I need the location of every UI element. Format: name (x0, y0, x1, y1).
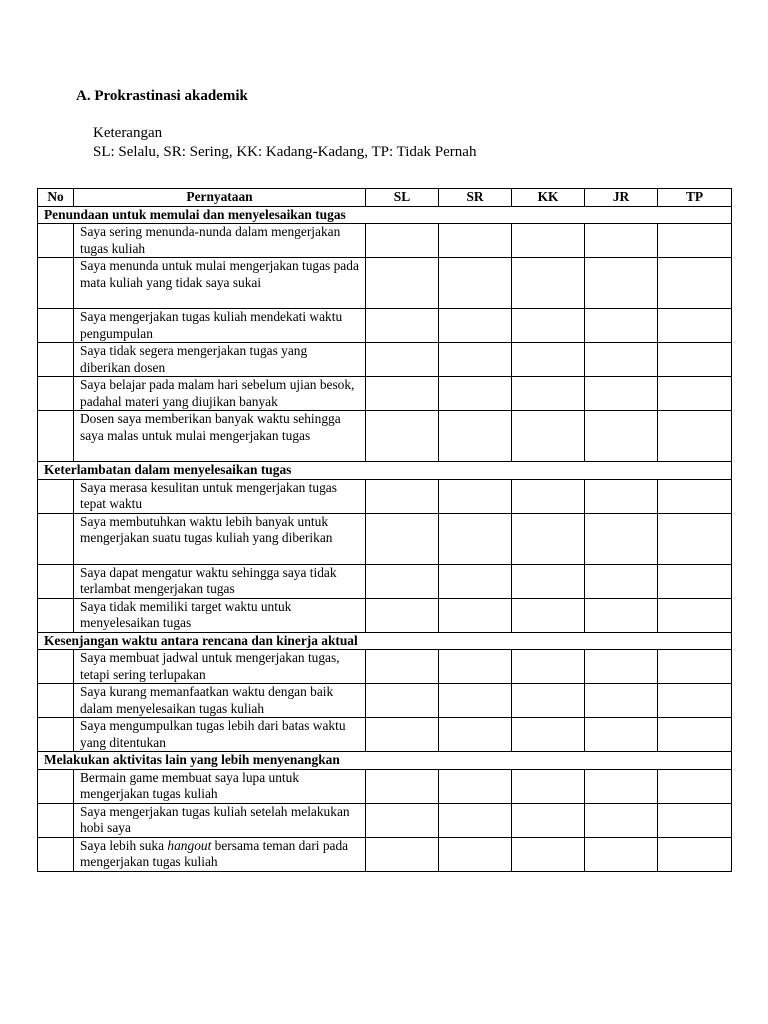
legend-text: SL: Selalu, SR: Sering, KK: Kadang-Kadang, TP: Tidak Pernah (93, 144, 477, 160)
statement-cell: Saya membuat jadwal untuk mengerjakan tugas, tetapi sering terlupakan (74, 650, 366, 684)
section-heading: A. Prokrastinasi akademik (76, 88, 248, 104)
answer-cell-sl[interactable] (366, 479, 439, 513)
answer-cell-sr[interactable] (439, 258, 512, 309)
answer-cell-kk[interactable] (512, 309, 585, 343)
answer-cell-tp[interactable] (658, 803, 732, 837)
answer-cell-jr[interactable] (585, 377, 658, 411)
table-row (38, 650, 732, 684)
section-title: Keterlambatan dalam menyelesaikan tugas (38, 462, 732, 480)
statement-cell: Bermain game membuat saya lupa untuk mengerjakan tugas kuliah (74, 769, 366, 803)
answer-cell-tp[interactable] (658, 513, 732, 564)
answer-cell-sr[interactable] (439, 718, 512, 752)
header-option-sr: SR (439, 189, 512, 207)
answer-cell-tp[interactable] (658, 769, 732, 803)
header-option-jr: JR (585, 189, 658, 207)
statement-cell: Saya menunda untuk mulai mengerjakan tugas pada mata kuliah yang tidak saya sukai (74, 258, 366, 309)
table-row (38, 718, 732, 752)
table-body (38, 206, 732, 871)
answer-cell-jr[interactable] (585, 650, 658, 684)
statement-cell: Saya tidak segera mengerjakan tugas yang diberikan dosen (74, 343, 366, 377)
table-row (38, 803, 732, 837)
answer-cell-sl[interactable] (366, 258, 439, 309)
statement-cell: Saya dapat mengatur waktu sehingga saya tidak terlambat mengerjakan tugas (74, 564, 366, 598)
answer-cell-tp[interactable] (658, 377, 732, 411)
answer-cell-sl[interactable] (366, 564, 439, 598)
answer-cell-kk[interactable] (512, 224, 585, 258)
answer-cell-sr[interactable] (439, 564, 512, 598)
section-row (38, 462, 732, 480)
answer-cell-kk[interactable] (512, 769, 585, 803)
answer-cell-sl[interactable] (366, 803, 439, 837)
answer-cell-jr[interactable] (585, 411, 658, 462)
answer-cell-kk[interactable] (512, 343, 585, 377)
table-row (38, 377, 732, 411)
answer-cell-jr[interactable] (585, 224, 658, 258)
table-row (38, 411, 732, 462)
table-row (38, 513, 732, 564)
answer-cell-sr[interactable] (439, 650, 512, 684)
table-row (38, 564, 732, 598)
answer-cell-sr[interactable] (439, 479, 512, 513)
statement-text: bersama teman dari pada mengerjakan tugas kuliah (80, 837, 349, 869)
answer-cell-sr[interactable] (439, 837, 512, 871)
answer-cell-kk[interactable] (512, 564, 585, 598)
row-number-cell (38, 769, 74, 803)
legend-block (93, 124, 476, 162)
answer-cell-sl[interactable] (366, 684, 439, 718)
answer-cell-jr[interactable] (585, 684, 658, 718)
row-number-cell (38, 650, 74, 684)
answer-cell-kk[interactable] (512, 377, 585, 411)
statement-cell: Saya mengerjakan tugas kuliah mendekati waktu pengumpulan (74, 309, 366, 343)
section-title: Kesenjangan waktu antara rencana dan kinerja aktual (38, 632, 732, 650)
answer-cell-sr[interactable] (439, 224, 512, 258)
answer-cell-sl[interactable] (366, 224, 439, 258)
answer-cell-sl[interactable] (366, 718, 439, 752)
statement-cell: Saya belajar pada malam hari sebelum ujian besok, padahal materi yang diujikan banyak (74, 377, 366, 411)
row-number-cell (38, 803, 74, 837)
answer-cell-jr[interactable] (585, 598, 658, 632)
answer-cell-tp[interactable] (658, 224, 732, 258)
answer-cell-jr[interactable] (585, 803, 658, 837)
answer-cell-kk[interactable] (512, 837, 585, 871)
answer-cell-tp[interactable] (658, 650, 732, 684)
answer-cell-sl[interactable] (366, 513, 439, 564)
header-option-kk: KK (512, 189, 585, 207)
header-statement: Pernyataan (74, 189, 366, 207)
row-number-cell (38, 718, 74, 752)
row-number-cell (38, 479, 74, 513)
header-row (38, 189, 732, 207)
legend-title: Keterangan (93, 125, 163, 141)
answer-cell-kk[interactable] (512, 718, 585, 752)
answer-cell-kk[interactable] (512, 803, 585, 837)
answer-cell-sl[interactable] (366, 377, 439, 411)
row-number-cell (38, 343, 74, 377)
statement-cell: Saya membutuhkan waktu lebih banyak untuk mengerjakan suatu tugas kuliah yang diberikan (74, 513, 366, 564)
answer-cell-kk[interactable] (512, 598, 585, 632)
answer-cell-tp[interactable] (658, 598, 732, 632)
table-row (38, 258, 732, 309)
statement-cell (74, 837, 366, 871)
row-number-cell (38, 684, 74, 718)
answer-cell-jr[interactable] (585, 837, 658, 871)
questionnaire-table (37, 188, 732, 872)
answer-cell-kk[interactable] (512, 684, 585, 718)
answer-cell-kk[interactable] (512, 650, 585, 684)
table-row (38, 837, 732, 871)
answer-cell-jr[interactable] (585, 479, 658, 513)
answer-cell-tp[interactable] (658, 343, 732, 377)
section-row (38, 632, 732, 650)
answer-cell-tp[interactable] (658, 564, 732, 598)
statement-cell: Saya mengerjakan tugas kuliah setelah melakukan hobi saya (74, 803, 366, 837)
row-number-cell (38, 224, 74, 258)
answer-cell-sl[interactable] (366, 650, 439, 684)
section-row (38, 206, 732, 224)
answer-cell-jr[interactable] (585, 769, 658, 803)
answer-cell-sl[interactable] (366, 837, 439, 871)
answer-cell-sl[interactable] (366, 769, 439, 803)
table-row (38, 769, 732, 803)
statement-cell: Saya sering menunda-nunda dalam mengerjakan tugas kuliah (74, 224, 366, 258)
section-title: Penundaan untuk memulai dan menyelesaikan tugas (38, 206, 732, 224)
answer-cell-sr[interactable] (439, 343, 512, 377)
statement-cell: Saya kurang memanfaatkan waktu dengan baik dalam menyelesaikan tugas kuliah (74, 684, 366, 718)
statement-cell: Saya mengumpulkan tugas lebih dari batas waktu yang ditentukan (74, 718, 366, 752)
header-option-sl: SL (366, 189, 439, 207)
statement-text: Saya lebih suka (80, 837, 168, 853)
table-row (38, 309, 732, 343)
answer-cell-sr[interactable] (439, 684, 512, 718)
answer-cell-tp[interactable] (658, 479, 732, 513)
answer-cell-kk[interactable] (512, 411, 585, 462)
table-row (38, 224, 732, 258)
table-row (38, 343, 732, 377)
answer-cell-sl[interactable] (366, 598, 439, 632)
answer-cell-sr[interactable] (439, 309, 512, 343)
answer-cell-sl[interactable] (366, 411, 439, 462)
answer-cell-jr[interactable] (585, 309, 658, 343)
answer-cell-kk[interactable] (512, 479, 585, 513)
answer-cell-jr[interactable] (585, 513, 658, 564)
table-row (38, 684, 732, 718)
row-number-cell (38, 513, 74, 564)
answer-cell-jr[interactable] (585, 718, 658, 752)
answer-cell-sr[interactable] (439, 769, 512, 803)
answer-cell-tp[interactable] (658, 684, 732, 718)
statement-cell: Saya tidak memiliki target waktu untuk menyelesaikan tugas (74, 598, 366, 632)
statement-emphasis: hangout (167, 837, 212, 853)
answer-cell-tp[interactable] (658, 411, 732, 462)
row-number-cell (38, 564, 74, 598)
answer-cell-sr[interactable] (439, 377, 512, 411)
answer-cell-jr[interactable] (585, 564, 658, 598)
answer-cell-tp[interactable] (658, 309, 732, 343)
answer-cell-sl[interactable] (366, 343, 439, 377)
table-row (38, 479, 732, 513)
row-number-cell (38, 598, 74, 632)
answer-cell-kk[interactable] (512, 513, 585, 564)
answer-cell-sr[interactable] (439, 803, 512, 837)
statement-cell: Saya merasa kesulitan untuk mengerjakan tugas tepat waktu (74, 479, 366, 513)
answer-cell-sr[interactable] (439, 513, 512, 564)
section-row (38, 752, 732, 770)
header-no: No (38, 189, 74, 207)
answer-cell-sr[interactable] (439, 411, 512, 462)
answer-cell-jr[interactable] (585, 343, 658, 377)
answer-cell-tp[interactable] (658, 718, 732, 752)
table-row (38, 598, 732, 632)
row-number-cell (38, 837, 74, 871)
answer-cell-jr[interactable] (585, 258, 658, 309)
answer-cell-sr[interactable] (439, 598, 512, 632)
row-number-cell (38, 309, 74, 343)
header-option-tp: TP (658, 189, 732, 207)
answer-cell-kk[interactable] (512, 258, 585, 309)
answer-cell-tp[interactable] (658, 837, 732, 871)
row-number-cell (38, 377, 74, 411)
row-number-cell (38, 258, 74, 309)
section-title: Melakukan aktivitas lain yang lebih menyenangkan (38, 752, 732, 770)
statement-cell: Dosen saya memberikan banyak waktu sehingga saya malas untuk mulai mengerjakan tugas (74, 411, 366, 462)
row-number-cell (38, 411, 74, 462)
answer-cell-tp[interactable] (658, 258, 732, 309)
answer-cell-sl[interactable] (366, 309, 439, 343)
